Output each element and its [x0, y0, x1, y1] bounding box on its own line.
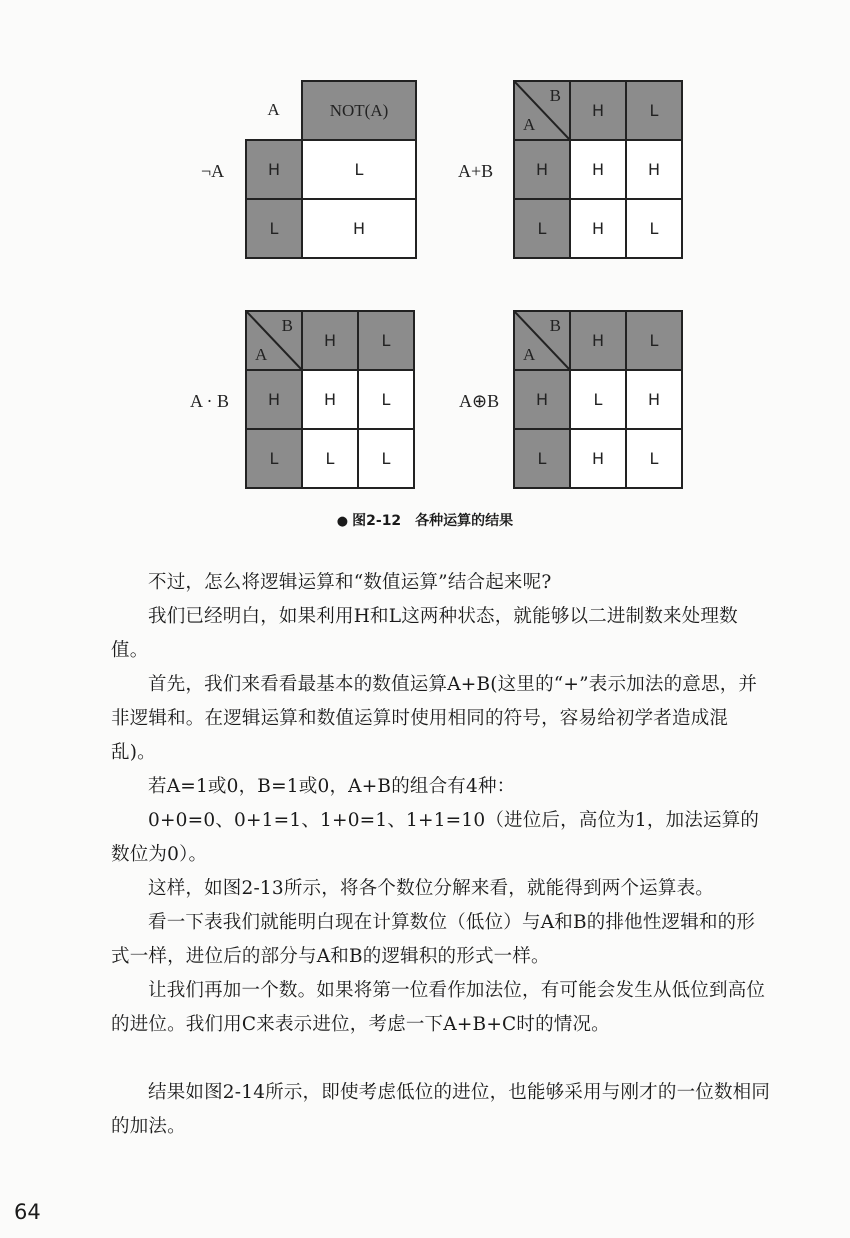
- or-row-label: L: [514, 199, 570, 258]
- not-cell: L: [302, 140, 416, 199]
- or-corner-cell: [514, 81, 570, 140]
- xor-col-header: H: [570, 311, 626, 370]
- paragraph: 看一下表我们就能明白现在计算数位（低位）与A和B的排他性逻辑和的形式一样，进位后的部分与A和B的逻辑积的形式一样。: [111, 912, 756, 967]
- xor-col-header: L: [626, 311, 682, 370]
- or-op-label: A+B: [458, 161, 494, 181]
- not-row-label: H: [246, 140, 302, 199]
- figure-caption: [0, 510, 850, 530]
- and-corner-cell: [246, 311, 302, 370]
- xor-corner-cell: [514, 311, 570, 370]
- or-cell: H: [626, 140, 682, 199]
- xor-truth-table: [513, 310, 683, 489]
- or-truth-table: [513, 80, 683, 259]
- corner-label-a: A: [523, 115, 536, 134]
- and-cell: L: [302, 429, 358, 488]
- not-header-result: NOT(A): [302, 81, 416, 140]
- xor-cell: H: [570, 429, 626, 488]
- and-op-label: A · B: [190, 391, 230, 411]
- or-col-header: H: [570, 81, 626, 140]
- and-row-label: H: [246, 370, 302, 429]
- and-col-header: L: [358, 311, 414, 370]
- corner-label-a: A: [255, 345, 268, 364]
- or-cell: H: [570, 140, 626, 199]
- or-row-label: H: [514, 140, 570, 199]
- and-cell: L: [358, 429, 414, 488]
- caption-bullet-icon: ●: [336, 514, 349, 529]
- xor-cell: H: [626, 370, 682, 429]
- or-cell: L: [626, 199, 682, 258]
- xor-cell: L: [570, 370, 626, 429]
- paragraph: 首先，我们来看看最基本的数值运算A+B(这里的“+”表示加法的意思，并非逻辑和。在逻辑运算和数值运算时使用相同的符号，容易给初学者造成混乱)。: [111, 674, 758, 763]
- corner-label-a: A: [523, 345, 536, 364]
- and-cell: L: [358, 370, 414, 429]
- not-row-label: L: [246, 199, 302, 258]
- not-header-a: A: [267, 100, 280, 119]
- page-number: 64: [14, 1200, 41, 1224]
- paragraph: 我们已经明白，如果利用H和L这两种状态，就能够以二进制数来处理数值。: [111, 606, 738, 661]
- or-cell: H: [570, 199, 626, 258]
- paragraph: 若A=1或0，B=1或0，A+B的组合有4种：: [148, 776, 516, 797]
- not-cell: H: [302, 199, 416, 258]
- and-cell: H: [302, 370, 358, 429]
- and-col-header: H: [302, 311, 358, 370]
- paragraph: 让我们再加一个数。如果将第一位看作加法位，有可能会发生从低位到高位的进位。我们用C来表示进位，考虑一下A+B+C时的情况。: [111, 980, 766, 1035]
- not-op-label: ¬A: [201, 161, 225, 181]
- not-truth-table: [245, 80, 417, 259]
- paragraph: 这样，如图2-13所示，将各个数位分解来看，就能得到两个运算表。: [148, 878, 714, 899]
- and-row-label: L: [246, 429, 302, 488]
- xor-row-label: L: [514, 429, 570, 488]
- and-truth-table: [245, 310, 415, 489]
- corner-label-b: B: [549, 86, 561, 105]
- paragraph: 不过，怎么将逻辑运算和“数值运算”结合起来呢?: [148, 572, 552, 593]
- or-col-header: L: [626, 81, 682, 140]
- corner-label-b: B: [549, 316, 561, 335]
- body-text: [111, 566, 771, 1144]
- paragraph: 结果如图2-14所示，即使考虑低位的进位，也能够采用与刚才的一位数相同的加法。: [111, 1082, 771, 1137]
- xor-row-label: H: [514, 370, 570, 429]
- caption-text: 图2-12 各种运算的结果: [352, 513, 514, 529]
- xor-op-label: A⊕B: [459, 391, 500, 411]
- paragraph: 0+0=0、0+1=1、1+0=1、1+1=10（进位后，高位为1，加法运算的数位为0）。: [111, 810, 760, 865]
- corner-label-b: B: [281, 316, 293, 335]
- xor-cell: L: [626, 429, 682, 488]
